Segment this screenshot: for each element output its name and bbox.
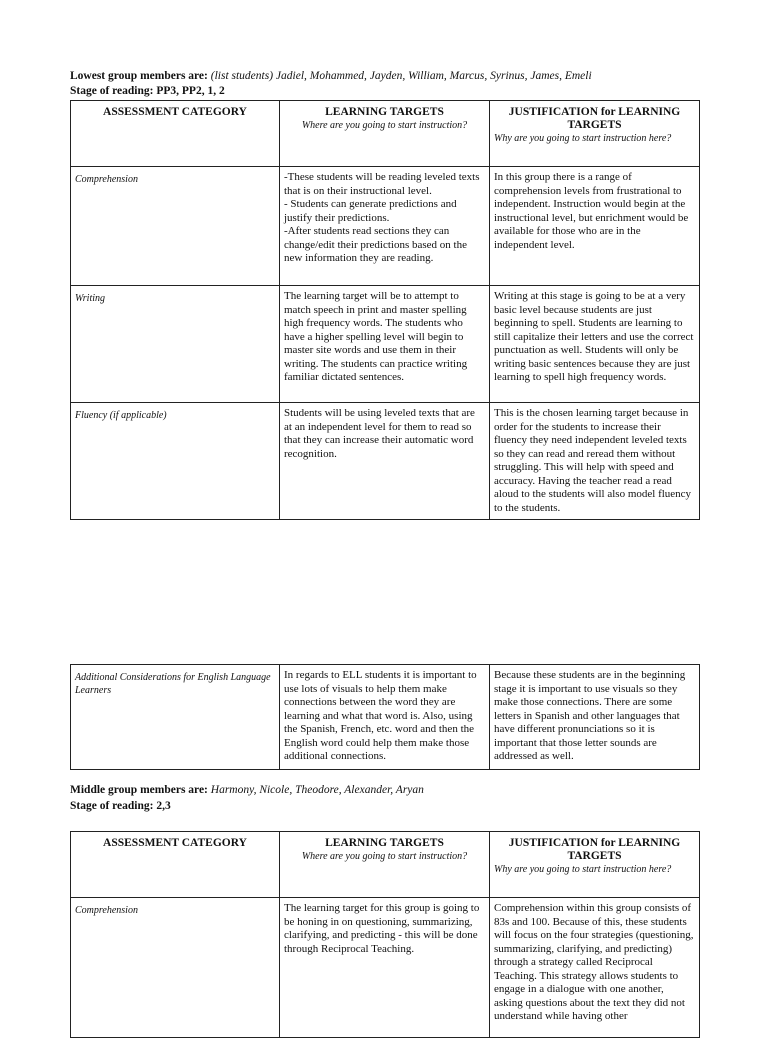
row-justification: Because these students are in the beginning stage it is important to use visuals so they make those connections. There are some letters in Spanish and other languages that have different pronunciations so it is important that those letter sounds are addressed as well. (490, 665, 700, 770)
row-target: The learning target for this group is going to be honing in on questioning, summarizing, clarifying, and predicting - this will be done through Reciprocal Teaching. (280, 898, 490, 1038)
row-target: Students will be using leveled texts that are at an independent level for them to read so that they can increase their automatic word recognition. (280, 403, 490, 520)
header-justification: JUSTIFICATION for LEARNING TARGETS Why are you going to start instruction here? (490, 101, 700, 167)
group1-stage-line (70, 84, 225, 99)
table-row (71, 403, 700, 520)
row-justification: This is the chosen learning target because in order for the students to increase their fluency they need independent leveled texts so they can read and reread them without struggling. This will help with speed and accuracy. Having the teacher read a read aloud to the students will also model fluency to the students. (490, 403, 700, 520)
row-target: The learning target will be to attempt to match speech in print and master spelling high frequency words. The students who have a higher spelling level will begin to master site words and use them in their writing. The students can practice writing familiar dictated sentences. (280, 286, 490, 403)
table-row (71, 167, 700, 286)
group2-members-list: Harmony, Nicole, Theodore, Alexander, Aryan (210, 784, 424, 796)
table-header-row (71, 101, 700, 167)
group2-stage-line (70, 799, 171, 814)
row-category: Additional Considerations for English Language Learners (71, 665, 280, 770)
table-row (71, 665, 700, 770)
group1-members-line (70, 69, 592, 84)
ell-considerations-table (70, 664, 700, 770)
table-header-row (71, 832, 700, 898)
group2-members-line (70, 783, 424, 798)
row-category: Fluency (if applicable) (71, 403, 280, 520)
row-target: -These students will be reading leveled texts that is on their instructional level. - Students can generate predictions and justify their predictions. -After students read sections they can change/edit their predictions based on the new information they are reading. (280, 167, 490, 286)
row-category: Comprehension (71, 167, 280, 286)
header-justification: JUSTIFICATION for LEARNING TARGETS Why are you going to start instruction here? (490, 832, 700, 898)
assessment-table-2 (70, 831, 700, 1038)
row-category: Writing (71, 286, 280, 403)
group2-stage-value: 2,3 (156, 800, 171, 812)
header-learning-targets: LEARNING TARGETS Where are you going to start instruction? (280, 832, 490, 898)
row-justification: Writing at this stage is going to be at a very basic level because students are just beginning to spell. Students are learning to still capitalize their letters and use the correct punctuation as well. Students will only be writing basic sentences because they are just learning to spell high frequency words. (490, 286, 700, 403)
group1-stage-label: Stage of reading: (70, 85, 154, 97)
header-assessment-category: ASSESSMENT CATEGORY (71, 101, 280, 167)
assessment-table-1 (70, 100, 700, 520)
table-row (71, 286, 700, 403)
table-row (71, 898, 700, 1038)
header-assessment-category: ASSESSMENT CATEGORY (71, 832, 280, 898)
group1-members-label: Lowest group members are: (70, 70, 208, 82)
row-justification: In this group there is a range of comprehension levels from frustrational to independent. Instruction would begin at the instructional level, but enrichment would be available for those who are in the independent level. (490, 167, 700, 286)
group2-stage-label: Stage of reading: (70, 800, 154, 812)
row-category: Comprehension (71, 898, 280, 1038)
group1-members-list: (list students) Jadiel, Mohammed, Jayden, William, Marcus, Syrinus, James, Emeli (210, 70, 592, 82)
group2-members-label: Middle group members are: (70, 784, 208, 796)
group1-stage-value: PP3, PP2, 1, 2 (156, 85, 225, 97)
row-target: In regards to ELL students it is important to use lots of visuals to help them make connections between the word they are learning and what that word is. Also, using the Spanish, French, etc. word and then the English word could help them make those additional connections. (280, 665, 490, 770)
row-justification: Comprehension within this group consists of 83s and 100. Because of this, these students will focus on the four strategies (questioning, summarizing, clarifying, and predicting) through a strategy called Reciprocal Teaching. This strategy allows students to engage in a dialogue with one another, asking questions about the text they did not understand while having other (490, 898, 700, 1038)
header-learning-targets: LEARNING TARGETS Where are you going to start instruction? (280, 101, 490, 167)
